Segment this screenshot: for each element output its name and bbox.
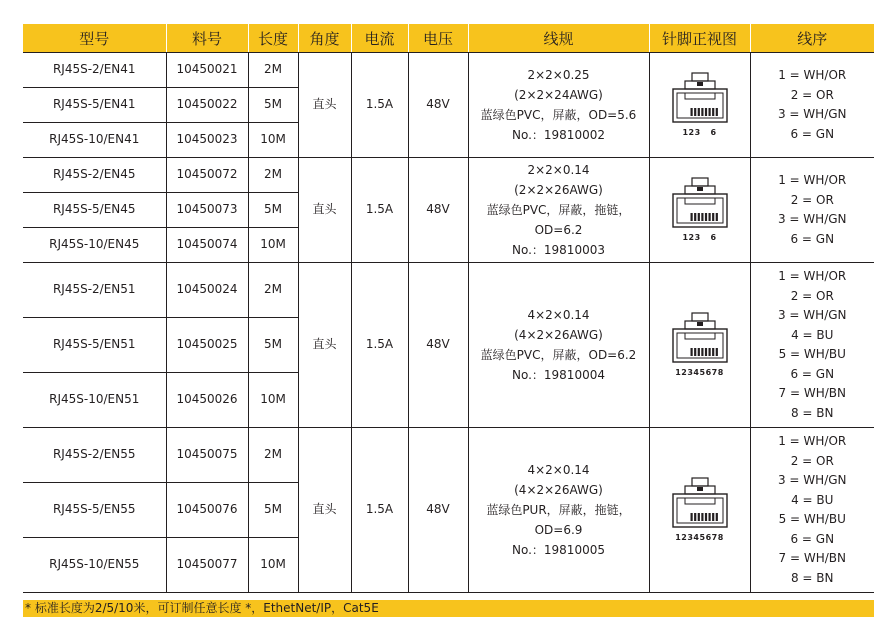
current-cell: 1.5A (351, 428, 408, 593)
connector-pin-icon (671, 72, 729, 124)
wiring-line: 8 = BN (790, 405, 834, 420)
wiring-cell (750, 263, 874, 428)
spec-line: 4×2×0.14 (527, 308, 590, 322)
model-cell: RJ45S-5/EN55 (23, 483, 166, 538)
spec-line: (2×2×24AWG) (514, 88, 603, 102)
part-number-cell: 10450023 (166, 123, 248, 158)
wiring-line: 2 = OR (790, 453, 834, 468)
length-cell: 2M (248, 53, 298, 88)
pin-number-label: 123 6 (682, 232, 717, 242)
part-number-cell: 10450026 (166, 373, 248, 428)
wiring-line: 8 = BN (790, 570, 834, 585)
header-length: 长度 (248, 24, 298, 53)
voltage-cell: 48V (408, 428, 468, 593)
wire-spec-cell (468, 428, 649, 593)
voltage-cell: 48V (408, 53, 468, 158)
wiring-line: 4 = BU (791, 327, 834, 342)
part-number-cell: 10450025 (166, 318, 248, 373)
current-cell: 1.5A (351, 158, 408, 263)
wiring-line: 1 = WH/OR (778, 434, 847, 448)
part-number-cell: 10450072 (166, 158, 248, 193)
length-cell: 5M (248, 318, 298, 373)
pin-number-label: 12345678 (675, 532, 724, 542)
length-cell: 2M (248, 428, 298, 483)
spec-line: 2×2×0.14 (527, 163, 590, 177)
length-cell: 5M (248, 483, 298, 538)
wiring-line: 3 = WH/GN (777, 473, 847, 487)
voltage-cell: 48V (408, 158, 468, 263)
header-current: 电流 (351, 24, 408, 53)
length-cell: 10M (248, 538, 298, 593)
pin-number-label: 12345678 (675, 367, 724, 377)
pin-view-cell (649, 263, 750, 428)
spec-line: 蓝绿色PVC，屏蔽，拖链， (486, 203, 631, 217)
header-model: 型号 (23, 24, 166, 53)
part-number-cell: 10450074 (166, 228, 248, 263)
connector-pin-icon (671, 312, 729, 364)
pin-view-cell (649, 53, 750, 158)
spec-line: 蓝绿色PUR，屏蔽，拖链， (486, 503, 631, 517)
model-cell: RJ45S-5/EN45 (23, 193, 166, 228)
spec-line: No.：19810002 (511, 128, 605, 142)
pin-number-label: 123 6 (682, 127, 717, 137)
spec-line: No.：19810004 (511, 368, 605, 382)
footer-note: * 标准长度为2/5/10米，可订制任意长度 *，EthetNet/IP，Cat5E (23, 600, 874, 617)
model-cell: RJ45S-2/EN45 (23, 158, 166, 193)
part-number-cell: 10450076 (166, 483, 248, 538)
wiring-line: 7 = WH/BN (778, 386, 846, 400)
wiring-line: 6 = GN (790, 126, 835, 141)
wiring-line: 1 = WH/OR (778, 68, 847, 82)
wiring-line: 6 = GN (790, 531, 835, 546)
spec-line: (2×2×26AWG) (514, 183, 603, 197)
spec-table (23, 23, 874, 593)
angle-cell: 直头 (298, 53, 351, 158)
wiring-cell (750, 428, 874, 593)
part-number-cell: 10450024 (166, 263, 248, 318)
connector-pin-icon (671, 177, 729, 229)
spec-line: (4×2×26AWG) (514, 483, 603, 497)
length-cell: 5M (248, 193, 298, 228)
length-cell: 2M (248, 263, 298, 318)
model-cell: RJ45S-2/EN41 (23, 53, 166, 88)
table-row (23, 428, 874, 483)
spec-line: OD=6.2 (534, 223, 583, 237)
header-wiring: 线序 (750, 24, 874, 53)
pin-view-cell (649, 428, 750, 593)
wiring-line: 1 = WH/OR (778, 269, 847, 283)
spec-line: No.：19810003 (511, 243, 605, 257)
spec-line: 4×2×0.14 (527, 463, 590, 477)
spec-line: (4×2×26AWG) (514, 328, 603, 342)
spec-line: 蓝绿色PVC，屏蔽，OD=5.6 (480, 108, 637, 122)
wiring-line: 2 = OR (790, 288, 834, 303)
spec-line: OD=6.9 (534, 523, 583, 537)
angle-cell: 直头 (298, 428, 351, 593)
header-voltage: 电压 (408, 24, 468, 53)
table-row (23, 263, 874, 318)
length-cell: 10M (248, 228, 298, 263)
model-cell: RJ45S-10/EN45 (23, 228, 166, 263)
wiring-line: 3 = WH/GN (777, 308, 847, 322)
current-cell: 1.5A (351, 53, 408, 158)
angle-cell: 直头 (298, 158, 351, 263)
wire-spec-cell (468, 53, 649, 158)
model-cell: RJ45S-5/EN51 (23, 318, 166, 373)
header-angle: 角度 (298, 24, 351, 53)
wire-spec-cell (468, 263, 649, 428)
wiring-cell (750, 158, 874, 263)
wiring-line: 2 = OR (790, 87, 834, 102)
part-number-cell: 10450075 (166, 428, 248, 483)
header-row (23, 24, 874, 53)
wiring-line: 4 = BU (791, 492, 834, 507)
model-cell: RJ45S-10/EN51 (23, 373, 166, 428)
model-cell: RJ45S-5/EN41 (23, 88, 166, 123)
part-number-cell: 10450021 (166, 53, 248, 88)
table-row (23, 158, 874, 193)
model-cell: RJ45S-2/EN55 (23, 428, 166, 483)
length-cell: 2M (248, 158, 298, 193)
spec-line: 蓝绿色PVC，屏蔽，OD=6.2 (480, 348, 637, 362)
wiring-line: 7 = WH/BN (778, 551, 846, 565)
header-pin-view: 针脚正视图 (649, 24, 750, 53)
wiring-line: 6 = GN (790, 366, 835, 381)
wiring-line: 2 = OR (790, 192, 834, 207)
wiring-line: 6 = GN (790, 231, 835, 246)
length-cell: 10M (248, 373, 298, 428)
header-wire-gauge: 线规 (468, 24, 649, 53)
wiring-line: 3 = WH/GN (777, 212, 847, 226)
wire-spec-cell (468, 158, 649, 263)
wiring-line: 5 = WH/BU (778, 512, 846, 526)
model-cell: RJ45S-10/EN55 (23, 538, 166, 593)
model-cell: RJ45S-2/EN51 (23, 263, 166, 318)
part-number-cell: 10450077 (166, 538, 248, 593)
voltage-cell: 48V (408, 263, 468, 428)
header-part-number: 料号 (166, 24, 248, 53)
spec-line: No.：19810005 (511, 543, 605, 557)
wiring-line: 5 = WH/BU (778, 347, 846, 361)
table-row (23, 53, 874, 88)
wiring-cell (750, 53, 874, 158)
table-body (23, 53, 874, 593)
wiring-line: 3 = WH/GN (777, 107, 847, 121)
current-cell: 1.5A (351, 263, 408, 428)
pin-view-cell (649, 158, 750, 263)
length-cell: 10M (248, 123, 298, 158)
wiring-line: 1 = WH/OR (778, 173, 847, 187)
part-number-cell: 10450073 (166, 193, 248, 228)
part-number-cell: 10450022 (166, 88, 248, 123)
length-cell: 5M (248, 88, 298, 123)
spec-line: 2×2×0.25 (527, 68, 590, 82)
model-cell: RJ45S-10/EN41 (23, 123, 166, 158)
angle-cell: 直头 (298, 263, 351, 428)
connector-pin-icon (671, 477, 729, 529)
